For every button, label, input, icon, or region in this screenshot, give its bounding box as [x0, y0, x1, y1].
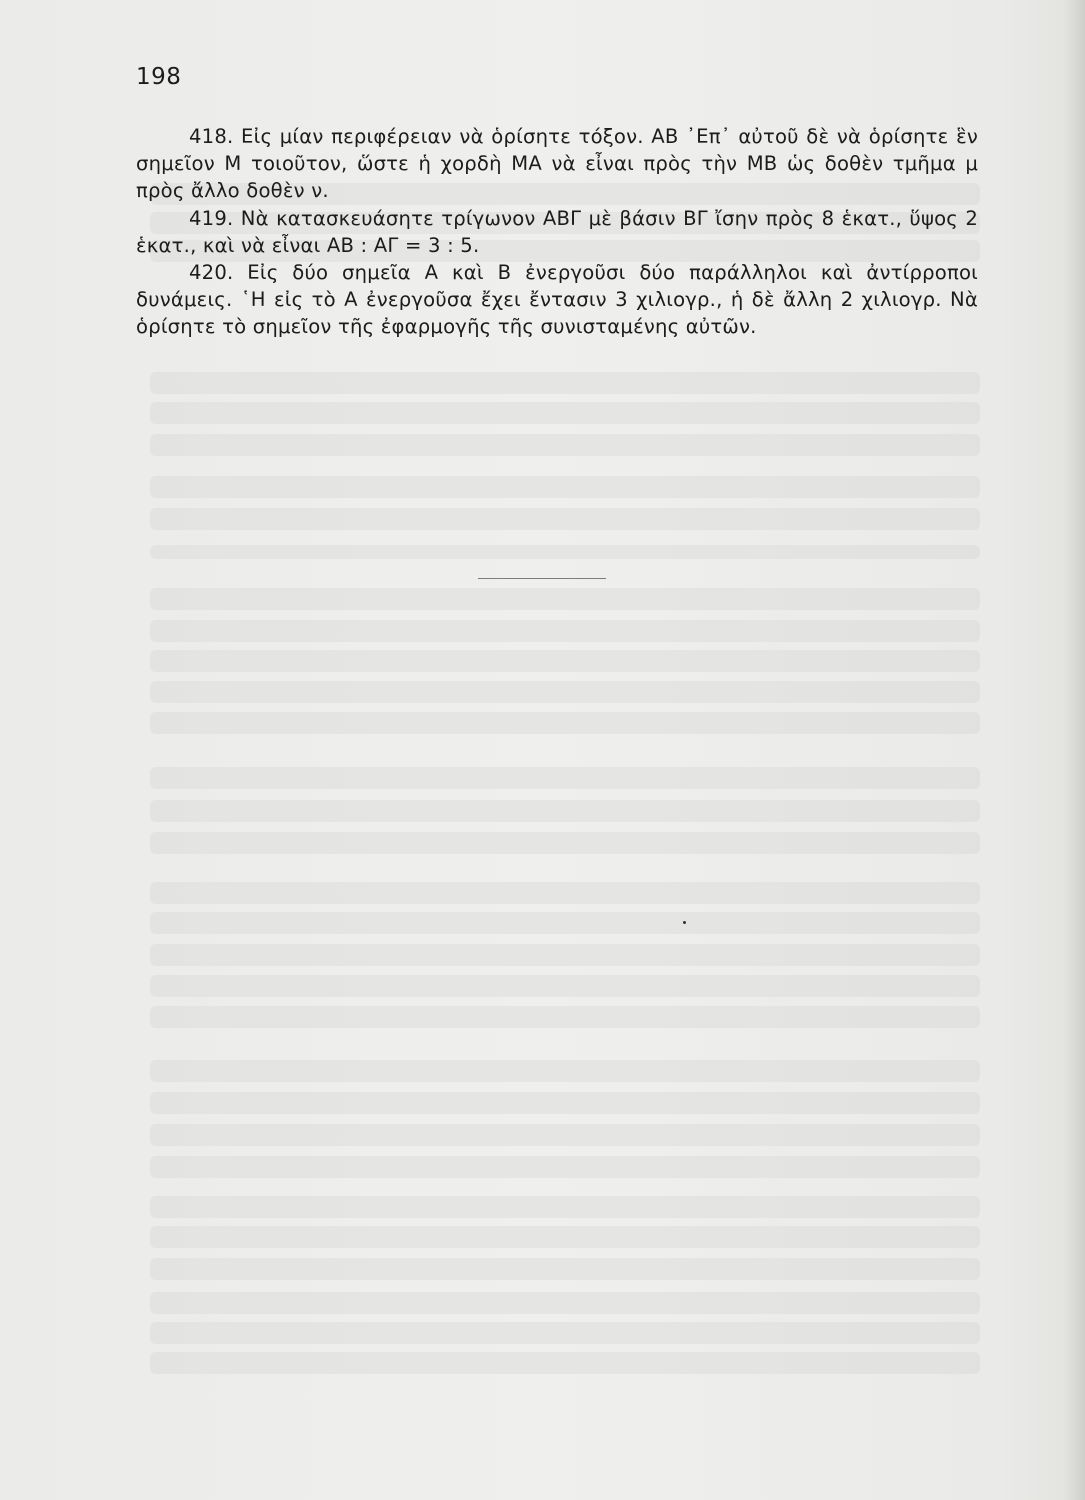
show-through-line	[150, 712, 980, 734]
show-through-line	[150, 1352, 980, 1374]
exercise-418: 418. Εἰς μίαν περιφέρειαν νὰ ὁρίσητε τόξον. ΑΒ ᾿Επ᾿ αὐτοῦ δὲ νὰ ὁρίσητε ἓν σημεῖον Μ τοιοῦτον, ὥστε ἡ χορδὴ ΜΑ νὰ εἶναι πρὸς τὴν ΜΒ ὡς δοθὲν τμῆμα μ πρὸς ἄλλο δοθὲν ν.	[136, 125, 978, 203]
show-through-line	[150, 1226, 980, 1248]
show-through-line	[150, 832, 980, 854]
show-through-line	[150, 1322, 980, 1344]
show-through-line	[150, 588, 980, 610]
page-edge-shadow	[1063, 0, 1085, 1500]
show-through-line	[150, 1292, 980, 1314]
show-through-line	[150, 681, 980, 703]
show-through-line	[150, 912, 980, 934]
show-through-line	[150, 767, 980, 789]
show-through-line	[150, 1156, 980, 1178]
show-through-line	[150, 1006, 980, 1028]
show-through-line	[150, 1258, 980, 1280]
show-through-rule	[478, 578, 606, 579]
show-through-line	[150, 1124, 980, 1146]
show-through-line	[150, 434, 980, 456]
show-through-line	[150, 372, 980, 394]
show-through-line	[150, 476, 980, 498]
show-through-line	[150, 800, 980, 822]
show-through-line	[150, 882, 980, 904]
show-through-line	[150, 1196, 980, 1218]
show-through-line	[150, 402, 980, 424]
page-number: 198	[136, 64, 182, 90]
ink-speck	[683, 921, 686, 924]
exercise-420: 420. Εἰς δύο σημεῖα Α καὶ Β ἐνεργοῦσι δύο παράλληλοι καὶ ἀντίρροποι δυνάμεις. ῾Η εἰς τὸ Α ἐνεργοῦσα ἔχει ἔντασιν 3 χιλιογρ., ἡ δὲ ἄλλη 2 χιλιογρ. Νὰ ὁρίσητε τὸ σημεῖον τῆς ἐφαρμογῆς τῆς συνισταμένης αὐτῶν.	[136, 261, 978, 339]
show-through-line	[150, 545, 980, 559]
show-through-line	[150, 1092, 980, 1114]
show-through-line	[150, 975, 980, 997]
show-through-line	[150, 620, 980, 642]
show-through-line	[150, 1060, 980, 1082]
exercise-list	[136, 123, 978, 341]
show-through-line	[150, 508, 980, 530]
show-through-line	[150, 944, 980, 966]
exercise-419: 419. Νὰ κατασκευάσητε τρίγωνον ΑΒΓ μὲ βάσιν ΒΓ ἴσην πρὸς 8 ἑκατ., ὕψος 2 ἑκατ., καὶ νὰ εἶναι ΑΒ : ΑΓ = 3 : 5.	[136, 206, 978, 257]
show-through-line	[150, 650, 980, 672]
